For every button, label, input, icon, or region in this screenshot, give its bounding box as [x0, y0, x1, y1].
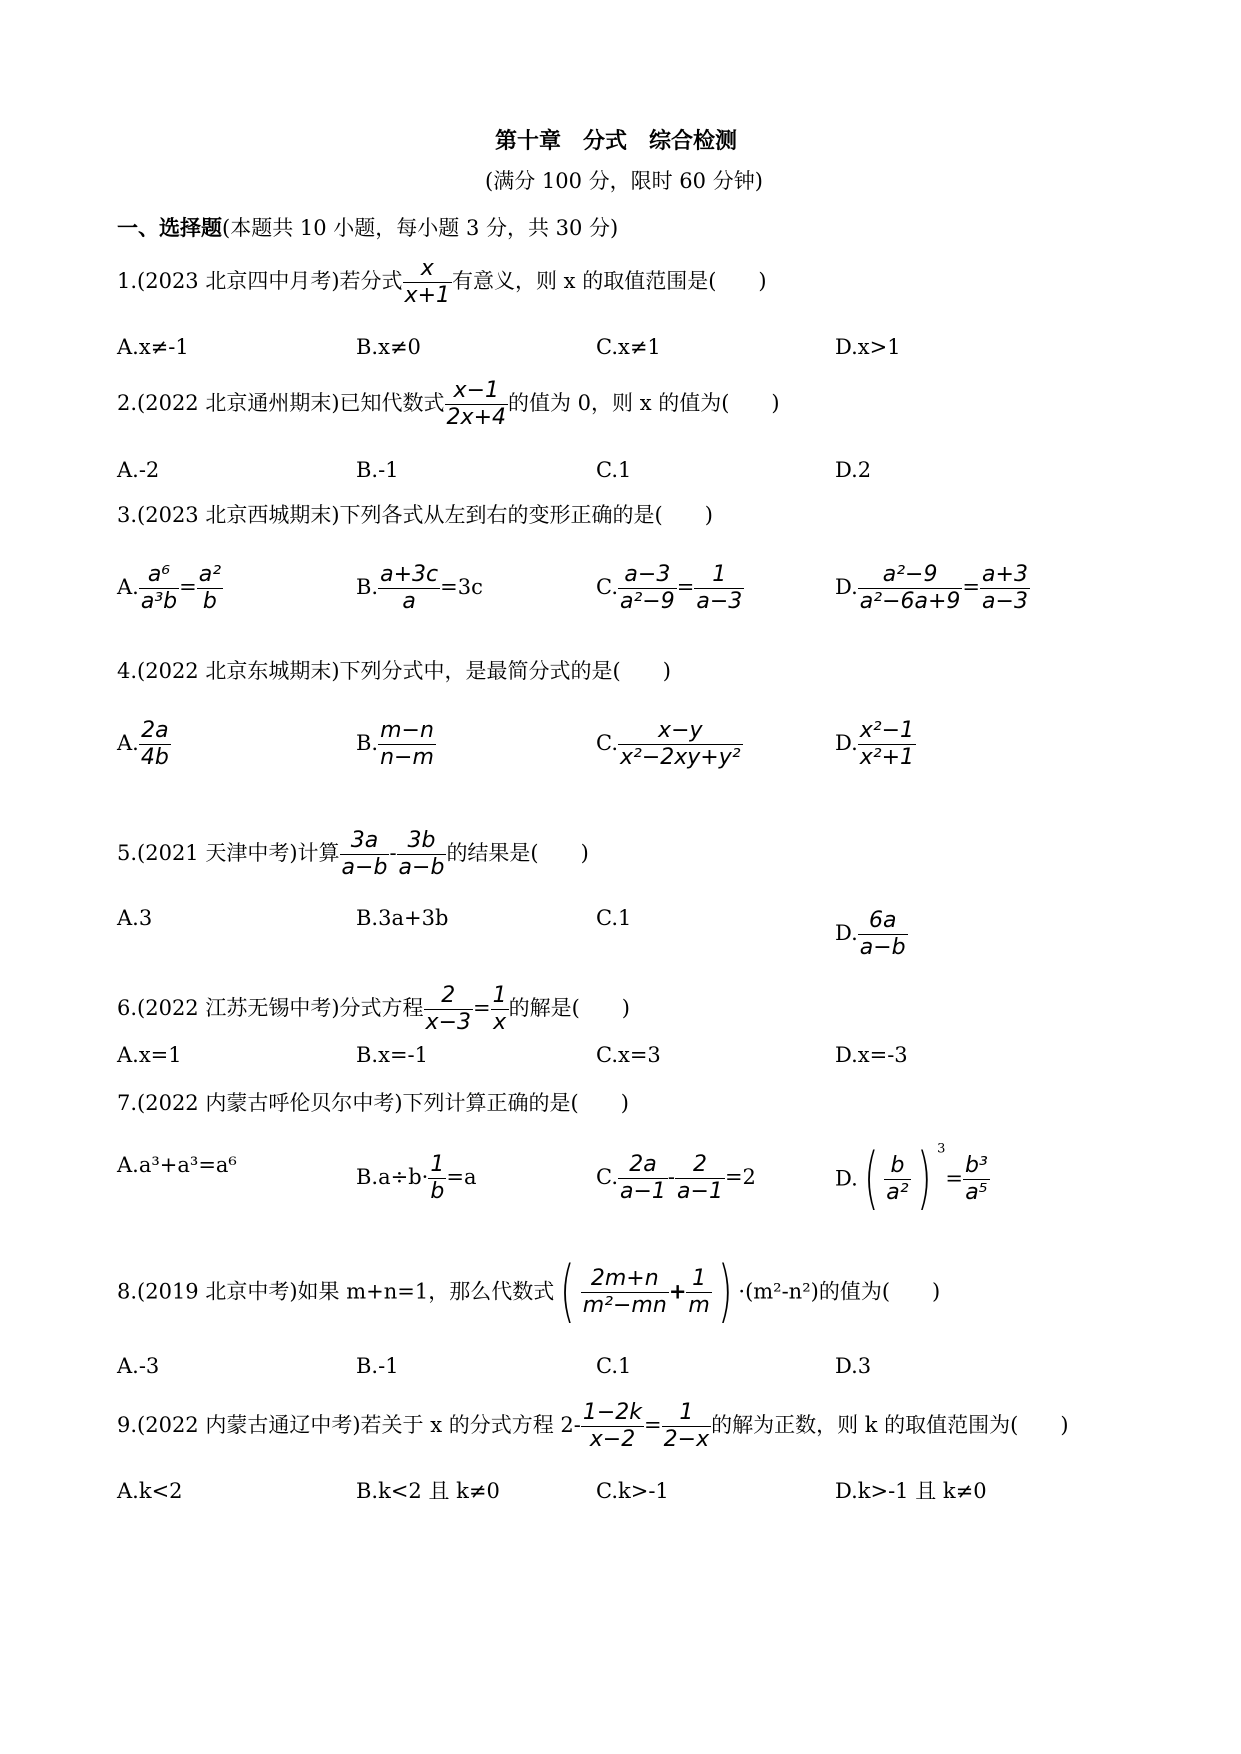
q3-d-frac2 — [980, 562, 1030, 615]
question-6-stem — [117, 983, 630, 1036]
q7-d-exponent: 3 — [937, 1141, 946, 1157]
q1-post: 有意义，则 x 的取值范围是( ) — [452, 269, 767, 293]
section-rest: (本题共 10 小题，每小题 3 分，共 30 分) — [222, 216, 619, 240]
q3-b-frac — [378, 562, 440, 615]
q7-c-post: =2 — [724, 1165, 756, 1189]
q6-option-c[interactable]: C.x=3 — [596, 1043, 661, 1067]
q9-option-c[interactable]: C.k>-1 — [596, 1479, 669, 1503]
q6-option-b[interactable]: B.x=-1 — [356, 1043, 429, 1067]
q3-d-eq: = — [962, 575, 981, 599]
q2-post: 的值为 0，则 x 的值为( ) — [508, 391, 780, 415]
q9-eq: = — [644, 1413, 662, 1437]
q1-pre: 1.(2023 北京四中月考)若分式 — [117, 269, 403, 293]
q9-n1: 1−2k — [582, 1400, 643, 1425]
q5-pre: 5.(2021 天津中考)计算 — [117, 841, 340, 865]
page-subtitle: (满分 100 分，限时 60 分钟) — [485, 169, 763, 193]
q3-d-n1: a²−9 — [858, 562, 963, 589]
q2-option-d[interactable]: D.2 — [835, 458, 872, 482]
q3-a-frac2 — [197, 562, 223, 615]
q3-c-n2: 1 — [694, 562, 744, 589]
q3-d-frac1 — [858, 562, 963, 615]
q3-b-label: B. — [356, 575, 379, 599]
q2-option-b[interactable]: B.-1 — [356, 458, 399, 482]
q9-post: 的解为正数，则 k 的取值范围为( ) — [711, 1413, 1069, 1437]
q8-n1: 2m+n — [581, 1266, 669, 1293]
q4-d-label: D. — [835, 731, 858, 755]
q9-frac2 — [662, 1400, 711, 1453]
q7-b-label: B.a÷b· — [356, 1165, 429, 1189]
q3-c-n1: a−3 — [618, 562, 677, 589]
q1-option-c[interactable]: C.x≠1 — [596, 335, 661, 359]
q8-frac2 — [686, 1266, 711, 1319]
q3-option-c[interactable] — [596, 562, 744, 615]
q4-b-n: m−n — [380, 718, 434, 743]
q4-b-label: B. — [356, 731, 379, 755]
q3-d-label: D. — [835, 575, 858, 599]
q7-b-frac — [428, 1152, 446, 1205]
question-8-stem — [117, 1252, 941, 1331]
q7-d-d1: a² — [886, 1179, 909, 1205]
q2-fraction — [445, 378, 508, 431]
q3-c-eq: = — [676, 575, 695, 599]
q6-frac2 — [491, 983, 509, 1036]
left-paren: ( — [560, 1252, 575, 1331]
q6-eq: = — [473, 996, 491, 1020]
q3-option-a[interactable] — [117, 562, 223, 615]
q3-a-n2: a² — [198, 562, 222, 587]
q5-option-a[interactable]: A.3 — [117, 906, 153, 930]
q7-c-minus: - — [667, 1165, 676, 1189]
q8-plus: + — [668, 1279, 687, 1304]
q4-d-d: x²+1 — [859, 745, 915, 770]
q7-b-d: b — [430, 1179, 445, 1204]
q5-d2: a−b — [398, 855, 445, 880]
q7-d-eq: = — [945, 1166, 964, 1191]
q2-pre: 2.(2022 北京通州期末)已知代数式 — [117, 391, 445, 415]
section-prefix: 一、选择题 — [117, 215, 222, 240]
q4-option-b[interactable] — [356, 718, 436, 771]
q9-d2: 2−x — [663, 1427, 710, 1452]
q7-c-n1: 2a — [618, 1152, 668, 1179]
q5-d-label: D. — [835, 921, 858, 945]
question-3-stem: 3.(2023 北京西城期末)下列各式从左到右的变形正确的是( ) — [117, 503, 713, 527]
q3-a-eq: = — [179, 575, 197, 599]
q8-n2: 1 — [686, 1266, 711, 1293]
question-9-stem — [117, 1400, 1069, 1453]
q7-c-d2: a−1 — [677, 1179, 723, 1204]
q4-a-n: 2a — [139, 718, 171, 745]
q8-pre: 8.(2019 北京中考)如果 m+n=1，那么代数式 — [117, 1279, 555, 1304]
q3-b-post: =3c — [440, 575, 483, 599]
q4-d-frac — [858, 718, 916, 771]
q7-c-frac2 — [675, 1152, 725, 1205]
q1-num: x — [403, 256, 452, 283]
q7-option-c[interactable] — [596, 1152, 756, 1205]
q1-option-a[interactable]: A.x≠-1 — [117, 335, 189, 359]
q3-b-n1: a+3c — [380, 562, 439, 587]
q3-c-d1: a²−9 — [620, 589, 675, 614]
q1-option-b[interactable]: B.x≠0 — [356, 335, 421, 359]
q4-a-label: A. — [117, 731, 139, 755]
q5-option-c[interactable]: C.1 — [596, 906, 632, 930]
q4-option-c[interactable] — [596, 718, 743, 771]
q3-a-label: A. — [117, 575, 139, 599]
q3-c-d2: a−3 — [696, 589, 743, 614]
q4-a-d: 4b — [140, 745, 169, 770]
q9-d1: x−2 — [589, 1427, 636, 1452]
q8-option-c[interactable]: C.1 — [596, 1354, 632, 1378]
question-1-stem — [117, 256, 767, 309]
q6-n1: 2 — [424, 983, 473, 1010]
question-4-stem: 4.(2022 北京东城期末)下列分式中，是最简分式的是( ) — [117, 659, 671, 683]
q6-post: 的解是( ) — [508, 996, 630, 1020]
q7-d-label: D. — [835, 1166, 858, 1191]
question-2-stem — [117, 378, 780, 431]
left-paren: ( — [863, 1139, 879, 1218]
q4-a-frac — [139, 718, 171, 771]
q5-d-n: 6a — [858, 908, 908, 935]
page-title: 第十章 分式 综合检测 — [495, 128, 738, 154]
q3-d-n2: a+3 — [982, 562, 1028, 587]
q1-den: x+1 — [404, 283, 450, 308]
q8-d1: m²−mn — [582, 1292, 667, 1318]
q3-a-frac1 — [139, 562, 179, 615]
q2-option-a[interactable]: A.-2 — [117, 458, 160, 482]
q7-option-b[interactable] — [356, 1152, 476, 1205]
q4-c-d: x²−2xy+y² — [620, 745, 741, 770]
q9-option-d[interactable]: D.k>-1 且 k≠0 — [835, 1479, 987, 1503]
q7-d-frac2 — [963, 1153, 990, 1206]
q7-d-d2: a⁵ — [965, 1179, 988, 1205]
q5-d-frac — [858, 908, 908, 961]
q8-post: ·(m²-n²)的值为( ) — [738, 1279, 941, 1304]
q3-c-frac1 — [618, 562, 677, 615]
q5-option-d[interactable] — [835, 908, 908, 961]
q9-pre: 9.(2022 内蒙古通辽中考)若关于 x 的分式方程 2- — [117, 1413, 581, 1437]
q7-c-d1: a−1 — [620, 1179, 666, 1204]
q8-option-b[interactable]: B.-1 — [356, 1354, 399, 1378]
q8-option-d[interactable]: D.3 — [835, 1354, 872, 1378]
q4-b-d: n−m — [380, 745, 434, 770]
q7-c-n2: 2 — [675, 1152, 725, 1179]
q5-minus: - — [389, 841, 397, 865]
q2-num: x−1 — [445, 378, 508, 405]
q4-c-frac — [618, 718, 743, 771]
q3-option-b[interactable] — [356, 562, 483, 615]
q5-d-d: a−b — [859, 935, 906, 960]
q4-c-label: C. — [596, 731, 618, 755]
q3-b-d1: a — [402, 589, 416, 614]
q1-fraction — [403, 256, 452, 309]
q7-option-d[interactable] — [835, 1139, 990, 1218]
q8-frac1 — [581, 1266, 669, 1319]
question-5-stem — [117, 828, 589, 881]
q3-a-n1: a⁶ — [139, 562, 179, 589]
q6-n2: 1 — [492, 983, 507, 1008]
q6-d2: x — [493, 1010, 507, 1035]
right-paren: ) — [717, 1252, 733, 1331]
q7-d-n2: b³ — [965, 1152, 988, 1178]
q9-option-a[interactable]: A.k<2 — [117, 1479, 183, 1503]
q7-c-frac1 — [618, 1152, 668, 1205]
q8-option-a[interactable]: A.-3 — [117, 1354, 160, 1378]
q4-option-d[interactable] — [835, 718, 916, 771]
q6-d1: x−3 — [425, 1010, 471, 1035]
q7-b-n: 1 — [430, 1152, 445, 1177]
q2-den: 2x+4 — [446, 405, 506, 430]
q9-option-b[interactable]: B.k<2 且 k≠0 — [356, 1479, 500, 1503]
q4-b-frac — [378, 718, 436, 771]
q3-c-frac2 — [694, 562, 744, 615]
q7-b-post: =a — [446, 1165, 477, 1189]
q5-frac2 — [397, 828, 447, 881]
q3-d-d2: a−3 — [982, 589, 1028, 614]
q3-d-d1: a²−6a+9 — [859, 589, 961, 614]
q3-a-d2: b — [202, 589, 217, 614]
q7-option-a[interactable]: A.a³+a³=a⁶ — [117, 1153, 237, 1177]
q5-d1: a−b — [341, 855, 388, 880]
q6-frac1 — [424, 983, 473, 1036]
q6-option-d[interactable]: D.x=-3 — [835, 1043, 908, 1067]
q5-n1: 3a — [340, 828, 390, 855]
q4-c-n: x−y — [618, 718, 743, 745]
q7-d-n1: b — [884, 1153, 910, 1180]
q4-d-n: x²−1 — [859, 718, 915, 743]
q9-frac1 — [581, 1400, 644, 1453]
q3-a-d1: a³b — [140, 589, 178, 614]
q5-option-b[interactable]: B.3a+3b — [356, 906, 449, 930]
section-heading — [117, 212, 618, 242]
q5-post: 的结果是( ) — [446, 841, 589, 865]
q5-frac1 — [340, 828, 390, 881]
q1-option-d[interactable]: D.x>1 — [835, 335, 901, 359]
q2-option-c[interactable]: C.1 — [596, 458, 632, 482]
q5-n2: 3b — [397, 828, 447, 855]
q9-n2: 1 — [662, 1400, 711, 1427]
question-7-stem: 7.(2022 内蒙古呼伦贝尔中考)下列计算正确的是( ) — [117, 1091, 629, 1115]
q3-c-label: C. — [596, 575, 618, 599]
q6-option-a[interactable]: A.x=1 — [117, 1043, 182, 1067]
right-paren: ) — [916, 1139, 932, 1218]
q6-pre: 6.(2022 江苏无锡中考)分式方程 — [117, 996, 424, 1020]
q8-d2: m — [688, 1292, 710, 1318]
q4-option-a[interactable] — [117, 718, 171, 771]
q7-d-frac1 — [884, 1153, 910, 1206]
q7-c-label: C. — [596, 1165, 618, 1189]
q3-option-d[interactable] — [835, 562, 1030, 615]
